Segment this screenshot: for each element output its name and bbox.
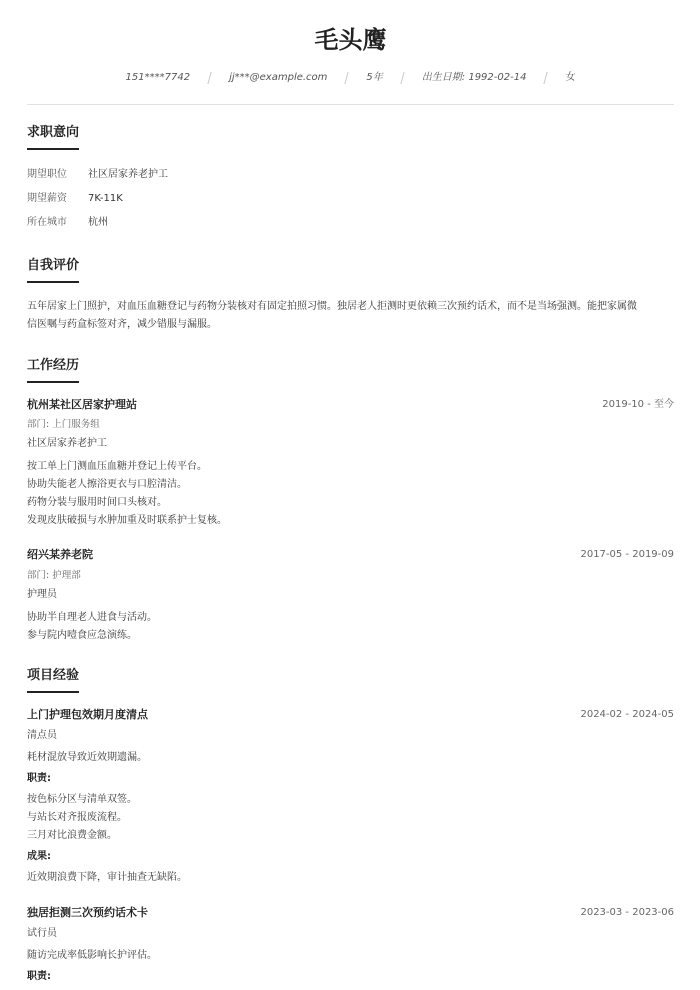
project-description: 随访完成率低影响长护评估。: [27, 950, 157, 961]
work-duty: 药物分装与服用时间口头核对。: [27, 497, 167, 508]
project-description: 耗材混放导致近效期遗漏。: [27, 752, 147, 763]
paragraph-line: 信医嘱与药盒标签对齐，减少错服与漏服。: [27, 319, 217, 330]
section-underline: [27, 381, 79, 383]
section-underline: [27, 148, 79, 150]
intention-value: 7K-11K: [88, 193, 123, 204]
birth-date-text: 出生日期: 1992-02-14: [421, 72, 527, 83]
self-evaluation-text: [27, 298, 674, 334]
gender-text: 女: [565, 72, 576, 83]
section-title-projects: [27, 667, 79, 685]
work-company: 杭州某社区居家护理站: [27, 398, 137, 411]
project-duty: 按色标分区与清单双签。: [27, 794, 137, 805]
project-result: 近效期浪费下降，审计抽查无缺陷。: [27, 872, 187, 883]
intention-value: 社区居家养老护工: [88, 169, 168, 180]
project-date: 2024-02 - 2024-05: [580, 709, 674, 720]
header-divider: [27, 104, 674, 105]
project-result-label: 成果:: [27, 851, 51, 862]
project-name: 上门护理包效期月度清点: [27, 708, 148, 721]
phone-text: 151****7742: [125, 72, 191, 83]
intention-key: 期望职位: [27, 169, 67, 180]
work-duty: 参与院内噎食应急演练。: [27, 630, 137, 641]
project-duty-label: 职责:: [27, 773, 51, 784]
work-duty: 协助半自理老人进食与活动。: [27, 612, 157, 623]
intention-key: 期望薪资: [27, 193, 67, 204]
section-title-text: 项目经验: [27, 668, 80, 683]
project-role: 清点员: [27, 730, 57, 741]
paragraph-line: 五年居家上门照护，对血压血糖登记与药物分装核对有固定拍照习惯。独居老人拒测时更依赖三次预约话术，而不是当场强测。能把家属微: [27, 301, 637, 312]
project-date: 2023-03 - 2023-06: [580, 907, 674, 918]
work-company: 绍兴某养老院: [27, 548, 93, 561]
candidate-name: 毛头鹰: [314, 26, 387, 54]
experience-text: 5年: [366, 72, 383, 83]
section-title-work: [27, 357, 79, 375]
project-duty: 三月对比浪费金额。: [27, 830, 117, 841]
work-duty: 协助失能老人擦浴更衣与口腔清洁。: [27, 479, 187, 490]
email-text: jj***@example.com: [229, 72, 328, 83]
intention-row-city: [27, 216, 108, 230]
work-duty: 发现皮肤破损与水肿加重及时联系护士复核。: [27, 515, 227, 526]
work-date: 2017-05 - 2019-09: [580, 549, 674, 560]
work-department: 部门: 上门服务组: [27, 419, 100, 430]
work-date: 2019-10 - 至今: [602, 399, 674, 410]
project-name: 独居拒测三次预约话术卡: [27, 906, 148, 919]
section-underline: [27, 691, 79, 693]
section-title-intention: [27, 124, 79, 142]
work-role: 社区居家养老护工: [27, 438, 107, 449]
intention-value: 杭州: [88, 217, 108, 228]
section-underline: [27, 281, 79, 283]
intention-row-position: [27, 168, 168, 182]
project-duty-label: 职责:: [27, 971, 51, 982]
section-title-text: 工作经历: [27, 358, 80, 373]
work-department: 部门: 护理部: [27, 570, 81, 581]
work-role: 护理员: [27, 589, 57, 600]
project-duty: 与站长对齐报废流程。: [27, 812, 127, 823]
work-duty: 按工单上门测血压血糖并登记上传平台。: [27, 461, 207, 472]
section-title-self-evaluation: [27, 257, 79, 275]
intention-key: 所在城市: [27, 217, 67, 228]
contact-bar: [27, 70, 674, 86]
intention-row-salary: [27, 192, 123, 206]
section-title-text: 自我评价: [27, 258, 80, 273]
section-title-text: 求职意向: [27, 125, 80, 140]
project-role: 试行员: [27, 928, 57, 939]
